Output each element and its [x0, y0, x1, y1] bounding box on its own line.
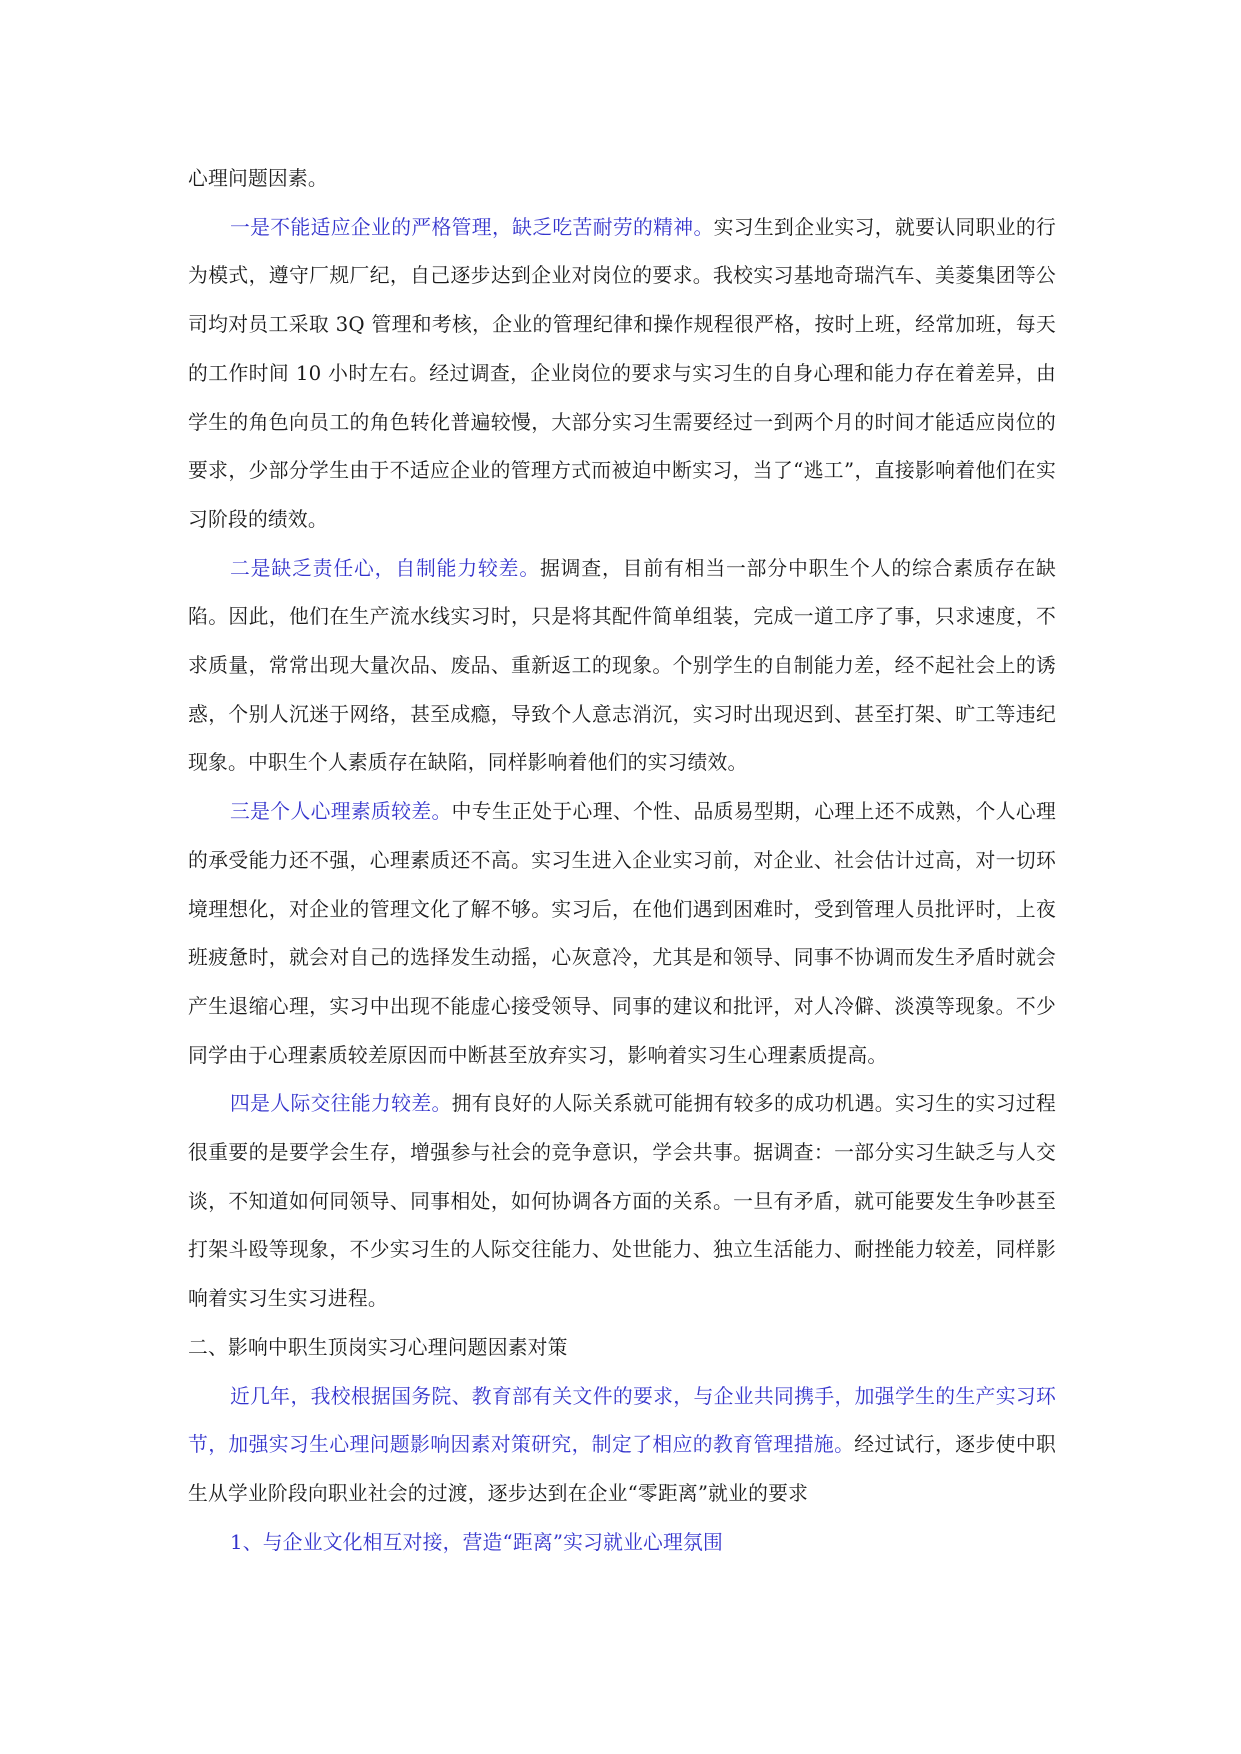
paragraph-text: 中专生正处于心理、个性、品质易型期，心理上还不成熟，个人心理的承受能力还不强，心理素质还不高。实习生进入企业实习前，对企业、社会估计过高，对一切环境理想化，对企业的管理文化了解不够。实习后，在他们遇到困难时，受到管理人员批评时，上夜班疲惫时，就会对自己的选择发生动摇，心灰意冷，尤其是和领导、同事不协调而发生矛盾时就会产生退缩心理，实习中出现不能虚心接受领导、同事的建议和批评，对人冷僻、淡漠等现象。不少同学由于心理素质较差原因而中断甚至放弃实习，影响着实习生心理素质提高。 [188, 800, 1056, 1067]
section-heading [188, 1324, 1056, 1373]
subsection-heading [188, 1519, 1056, 1568]
paragraph-heading-highlight: 一是不能适应企业的严格管理，缺乏吃苦耐劳的精神。 [230, 215, 714, 239]
document-page [188, 155, 1056, 1567]
paragraph-point-two [188, 545, 1056, 789]
subsection-heading-text: 1、与企业文化相互对接，营造“距离”实习就业心理氛围 [230, 1530, 723, 1554]
paragraph-text: 拥有良好的人际关系就可能拥有较多的成功机遇。实习生的实习过程很重要的是要学会生存，增强参与社会的竞争意识，学会共事。据调查：一部分实习生缺乏与人交谈，不知道如何同领导、同事相处，如何协调各方面的关系。一旦有矛盾，就可能要发生争吵甚至打架斗殴等现象，不少实习生的人际交往能力、处世能力、独立生活能力、耐挫能力较差，同样影响着实习生实习进程。 [188, 1092, 1056, 1311]
paragraph-heading-highlight: 三是个人心理素质较差。 [230, 800, 452, 824]
paragraph-text: 据调查，目前有相当一部分中职生个人的综合素质存在缺陷。因此，他们在生产流水线实习时，只是将其配件简单组装，完成一道工序了事，只求速度，不求质量，常常出现大量次品、废品、重新返工的现象。个别学生的自制能力差，经不起社会上的诱惑，个别人沉迷于网络，甚至成瘾，导致个人意志消沉，实习时出现迟到、甚至打架、旷工等违纪现象。中职生个人素质存在缺陷，同样影响着他们的实习绩效。 [188, 556, 1056, 775]
paragraph-point-three [188, 788, 1056, 1080]
paragraph-text: 实习生到企业实习，就要认同职业的行为模式，遵守厂规厂纪，自己逐步达到企业对岗位的要求。我校实习基地奇瑞汽车、美菱集团等公司均对员工采取 3Q 管理和考核，企业的管理纪律和操作规程很严格，按时上班，经常加班，每天的工作时间 10 小时左右。经过调查，企业岗位的要求与实习生的自身心理和能力存在着差异，由学生的角色向员工的角色转化普遍较慢，大部分实习生需要经过一到两个月的时间才能适应岗位的要求，少部分学生由于不适应企业的管理方式而被迫中断实习，当了“逃工”，直接影响着他们在实习阶段的绩效。 [188, 215, 1056, 531]
paragraph-text: 经过试行，逐步使中职生从学业阶段向职业社会的过渡，逐步达到在企业“零距离”就业的要求 [188, 1433, 1056, 1505]
paragraph-heading-highlight: 二是缺乏责任心，自制能力较差。 [230, 556, 540, 580]
paragraph-text: 心理问题因素。 [188, 167, 328, 190]
paragraph-heading-highlight: 四是人际交往能力较差。 [230, 1092, 452, 1116]
paragraph-highlight-text: 近几年，我校根据国务院、教育部有关文件的要求，与企业共同携手，加强学生的生产实习环节，加强实习生心理问题影响因素对策研究，制定了相应的教育管理措施。 [188, 1384, 1056, 1457]
paragraph-intro [188, 1373, 1056, 1519]
paragraph-continuation [188, 155, 1056, 204]
paragraph-point-four [188, 1080, 1056, 1324]
section-heading-text: 二、影响中职生顶岗实习心理问题因素对策 [188, 1335, 568, 1359]
paragraph-point-one [188, 204, 1056, 545]
